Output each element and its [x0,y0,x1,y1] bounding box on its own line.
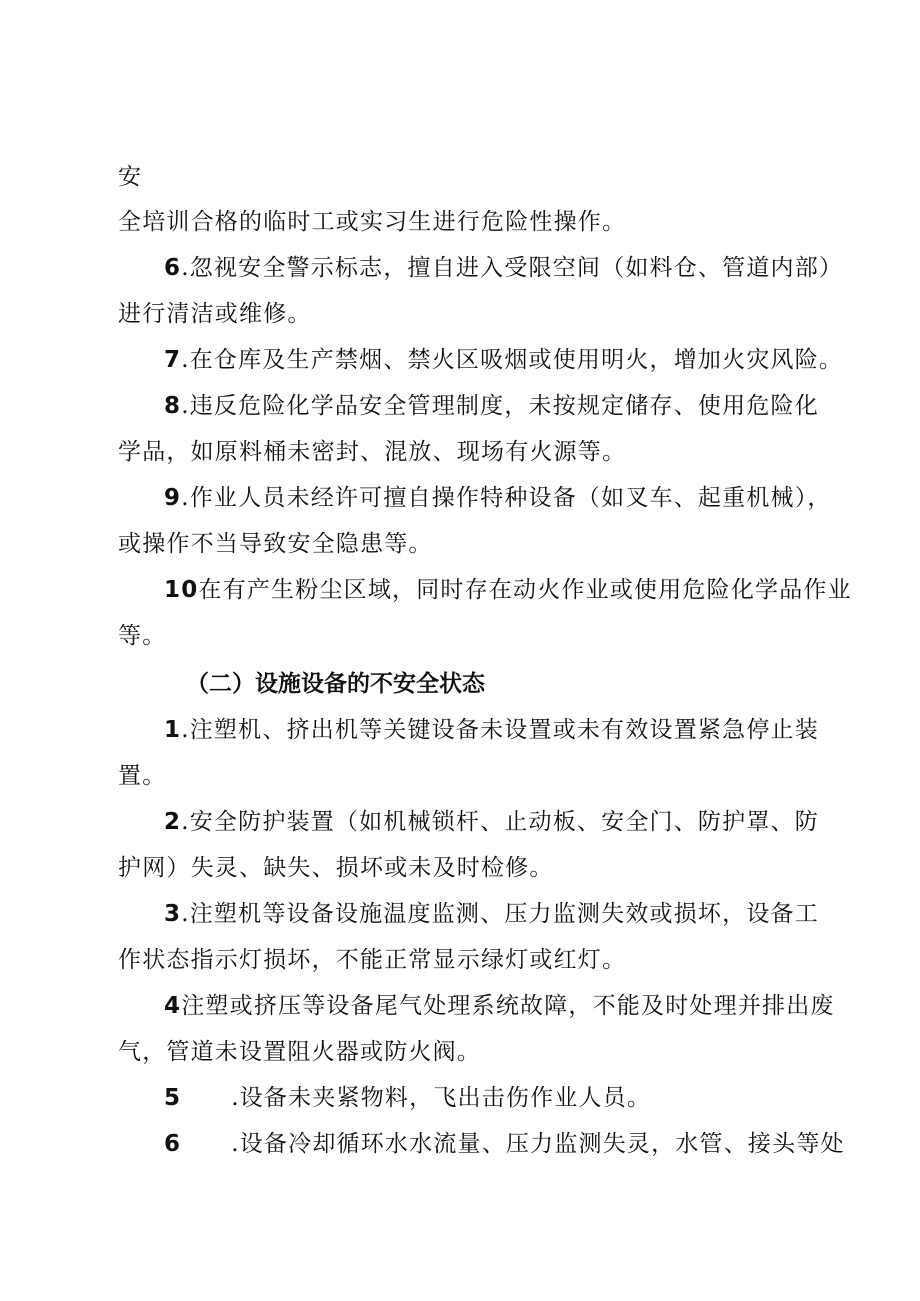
item-text: .忽视安全警示标志，擅自进入受限空间（如料仓、管道内部） [181,255,844,281]
list-item-1 [164,715,864,745]
item-text: 注塑或挤压等设备尾气处理系统故障，不能及时处理并排出废 [181,993,835,1019]
item-number: 8 [164,393,182,419]
list-item-5 [164,1083,864,1113]
item-number: 3 [164,901,182,927]
item-text: .违反危险化学品安全管理制度，未按规定储存、使用危险化 [181,393,819,419]
list-item-7 [164,345,864,375]
list-item-9 [164,483,864,513]
list-item-8 [164,391,864,421]
item-number: 1 [164,717,182,743]
list-item-3 [164,899,864,929]
item-text: .作业人员未经许可擅自操作特种设备（如叉车、起重机械）， [181,485,832,511]
list-item-6 [164,253,864,283]
item-text: .设备未夹紧物料，飞出击伤作业人员。 [231,1085,652,1111]
item-text: 在有产生粉尘区域，同时存在动火作业或使用危险化学品作业 [198,577,852,603]
item-text: .注塑机等设备设施温度监测、压力监测失效或损坏，设备工 [181,901,819,927]
text-line: 置。 [118,763,167,789]
item-text: .安全防护装置（如机械锁杆、止动板、安全门、防护罩、防 [181,809,819,835]
item-number: 10 [164,577,199,603]
list-item-6b [164,1129,864,1159]
list-item-4 [164,991,864,1021]
text-line: 护网）失灵、缺失、损坏或未及时检修。 [118,855,554,881]
item-text: .在仓库及生产禁烟、禁火区吸烟或使用明火，增加火灾风险。 [181,347,844,373]
list-item-2 [164,807,864,837]
text-line: 等。 [118,623,167,649]
item-number: 6 [164,1131,182,1157]
text-line: 全培训合格的临时工或实习生进行危险性操作。 [118,209,627,235]
item-text: .注塑机、挤出机等关键设备未设置或未有效设置紧急停止装 [181,717,819,743]
text-line: 或操作不当导致安全隐患等。 [118,531,433,557]
item-number: 4 [164,993,182,1019]
item-number: 7 [164,347,182,373]
text-line: 安 [118,164,143,190]
text-line: 学品，如原料桶未密封、混放、现场有火源等。 [118,439,627,465]
section-heading: （二）设施设备的不安全状态 [186,671,485,697]
item-number: 2 [164,809,182,835]
item-number: 9 [164,485,182,511]
list-item-10 [164,575,864,605]
text-line: 作状态指示灯损坏，不能正常显示绿灯或红灯。 [118,947,627,973]
text-line: 进行清洁或维修。 [118,301,312,327]
item-number: 6 [164,255,182,281]
item-text: .设备冷却循环水水流量、压力监测失灵，水管、接头等处 [231,1131,845,1157]
item-number: 5 [164,1085,182,1111]
text-line: 气，管道未设置阻火器或防火阀。 [118,1039,481,1065]
